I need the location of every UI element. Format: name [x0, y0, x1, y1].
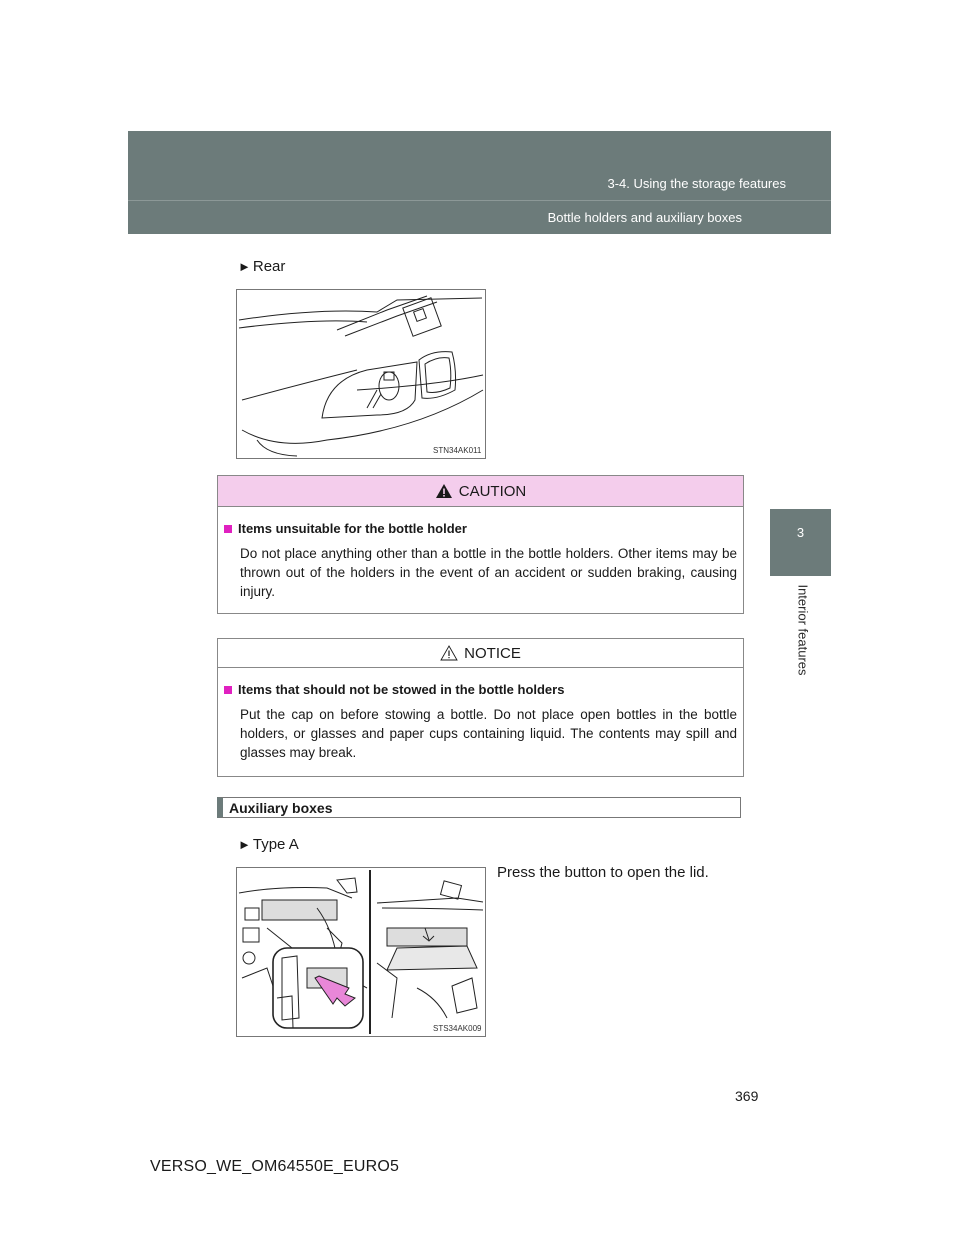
header-section-title: 3-4. Using the storage features — [607, 176, 786, 191]
caution-header — [218, 476, 743, 507]
rear-heading — [238, 258, 285, 275]
notice-text: Put the cap on before stowing a bottle. Do not place open bottles in the bottle holders, or glasses and paper cups containing liquid. The contents may spill and glasses may break. — [240, 707, 737, 760]
caution-item-title — [224, 521, 737, 536]
auxiliary-boxes-heading: Auxiliary boxes — [217, 797, 741, 818]
auxiliary-box-illustration — [237, 868, 485, 1036]
page-number: 369 — [735, 1088, 759, 1104]
type-a-label: Type A — [252, 836, 299, 853]
warning-triangle-icon — [435, 483, 453, 499]
notice-item-title-text: Items that should not be stowed in the bottle holders — [238, 682, 565, 697]
notice-item-title — [224, 682, 737, 697]
header-band — [128, 131, 831, 234]
triangle-bullet-icon: ► — [238, 259, 251, 274]
chapter-label: Interior features — [795, 584, 811, 676]
auxiliary-box-figure — [236, 867, 486, 1037]
notice-triangle-icon — [440, 645, 458, 661]
header-divider — [128, 200, 831, 201]
rear-label: Rear — [252, 258, 286, 275]
caution-text: Do not place anything other than a bottle in the bottle holders. Other items may be thrown out of the holders in the event of an accident or sudden braking, causing injury. — [240, 546, 737, 599]
press-button-instruction: Press the button to open the lid. — [497, 864, 709, 881]
notice-box — [217, 638, 744, 777]
chapter-number: 3 — [796, 525, 805, 540]
notice-header — [218, 639, 743, 668]
caution-box — [217, 475, 744, 614]
rear-figure-code: STN34AK011 — [433, 446, 482, 455]
document-code: VERSO_WE_OM64550E_EURO5 — [150, 1158, 400, 1175]
caution-title: CAUTION — [458, 482, 527, 500]
notice-title: NOTICE — [464, 644, 521, 662]
square-bullet-icon — [224, 686, 232, 694]
rear-bottle-holder-figure — [236, 289, 486, 459]
type-a-heading — [238, 836, 299, 853]
caution-item-title-text: Items unsuitable for the bottle holder — [238, 521, 467, 536]
auxiliary-figure-code: STS34AK009 — [433, 1024, 482, 1033]
triangle-bullet-icon: ► — [238, 837, 251, 852]
header-subsection-title: Bottle holders and auxiliary boxes — [547, 210, 742, 225]
square-bullet-icon — [224, 525, 232, 533]
rear-door-illustration — [237, 290, 485, 458]
